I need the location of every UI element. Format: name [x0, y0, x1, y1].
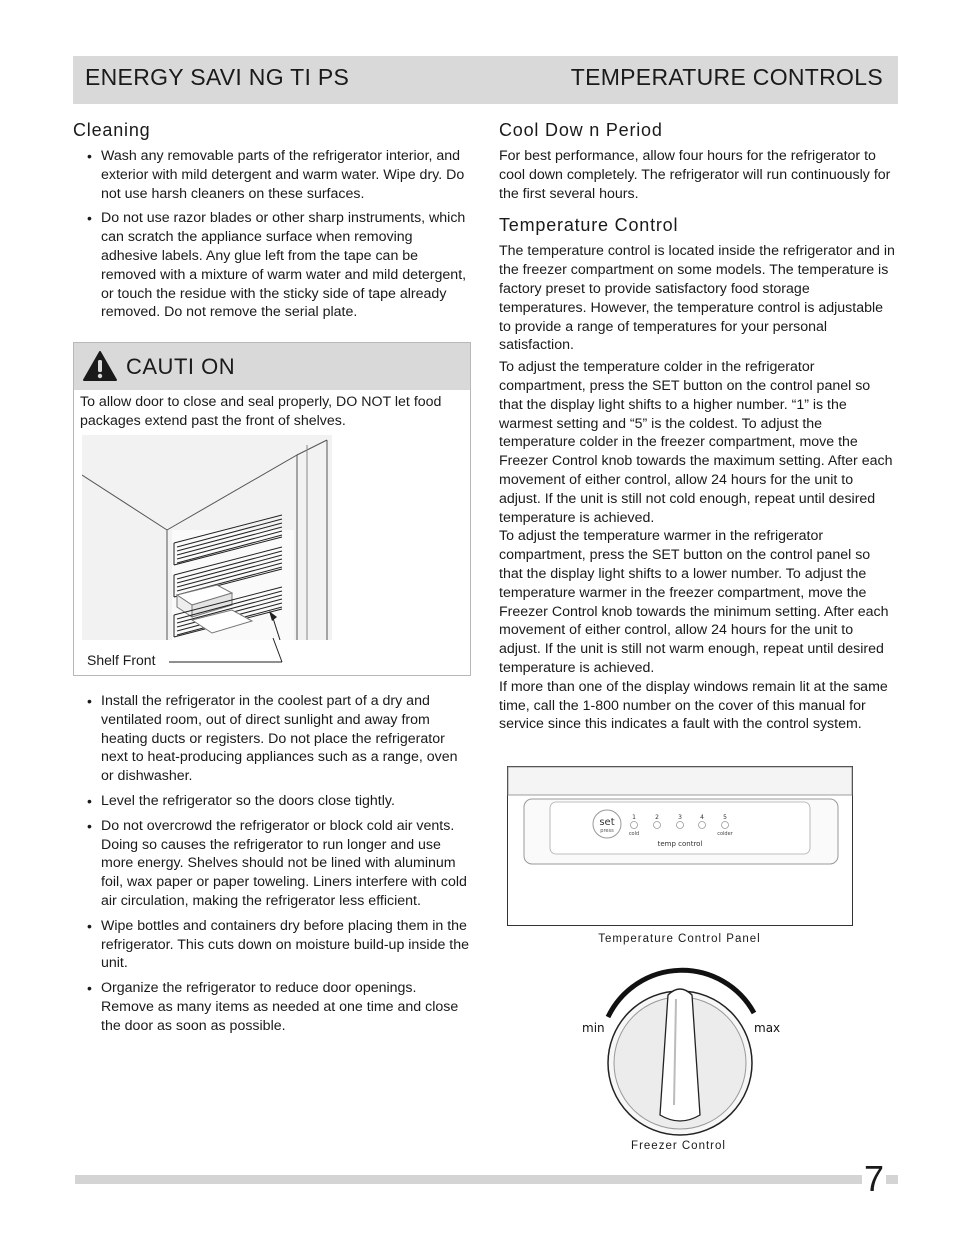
cleaning-section: [73, 120, 471, 328]
temperature-control-heading: Temperature Control: [499, 215, 679, 236]
list-item: • Wash any removable parts of the refrigerator interior, and exterior with mild detergent and warm water. Wipe dry. Do not use harsh cleaners on these surfaces.: [87, 147, 471, 203]
caution-header: [74, 343, 470, 390]
list-item: • Do not use razor blades or other sharp instruments, which can scratch the appliance surface when removing adhesive labels. Any glue left from the tape can be removed with a mixture of warm water and mild detergent, or touch the residue with the sticky side of tape already removed. Do not remove the serial plate.: [87, 209, 471, 322]
cleaning-list: [73, 147, 471, 322]
footer-bar: [75, 1175, 898, 1184]
shelf-front-pointer: [164, 638, 284, 668]
temperature-control-panel-illustration: [507, 766, 853, 926]
shelf-front-label: Shelf Front: [87, 652, 156, 668]
temperature-paragraph: The temperature control is located inside the refrigerator and in the freezer compartment on some models. The temperature is factory preset to provide satisfactory food storage temperatures. However, the temperature control is adjustable to provide a range of temperatures for your personal satisfaction.: [499, 243, 895, 354]
caution-box: [73, 342, 471, 676]
header-left-title: ENERGY SAVI NG TI PS: [85, 64, 350, 90]
header-bar: [73, 56, 898, 104]
page-number: 7: [864, 1158, 885, 1199]
list-item: • Wipe bottles and containers dry before placing them in the refrigerator. This cuts down on moisture build-up inside the unit.: [87, 917, 471, 973]
set-button-label: set: [599, 817, 615, 828]
temperature-paragraph: To adjust the temperature colder in the refrigerator compartment, press the SET button on the control panel so that the display light shifts to a higher number. “1” is the warmest setting and “5” is the coldest. To adjust the temperature colder in the freezer compartment, move the Freezer Control knob towards the maximum setting. After each movement of either control, allow 24 hours for the unit to adjust. If the unit is still not cold enough, repeat until desired temperature is achieved.: [499, 359, 893, 526]
cleaning-heading: Cleaning: [73, 120, 151, 140]
list-item: • Install the refrigerator in the coolest part of a dry and ventilated room, out of direct sunlight and away from heating ducts or registers. Do not place the refrigerator next to heat-producing appliances such as a range, oven or dishwasher.: [87, 692, 471, 786]
temperature-section: [499, 120, 897, 734]
temperature-paragraph: To adjust the temperature warmer in the refrigerator compartment, press the SET button on the control panel so that the display light shifts to a lower number. To adjust the temperature warmer in the freezer compartment, move the Freezer Control knob towards the minimum setting. After each movement of either control, allow 24 hours for the unit to adjust. If the unit is still not warm enough, repeat until desired temperature is achieved.: [499, 528, 889, 676]
caution-text: To allow door to close and seal properly, DO NOT let food packages extend past the front of shelves.: [80, 394, 442, 429]
cool-down-text: For best performance, allow four hours for the refrigerator to cool down completely. The refrigerator will run continuously for the first several hours.: [499, 148, 891, 202]
shelf-illustration: [82, 435, 332, 640]
level-label: 4: [700, 814, 704, 821]
level-label: 3: [678, 814, 682, 821]
knob-min-label: min: [582, 1021, 605, 1035]
list-item: • Do not overcrowd the refrigerator or block cold air vents. Doing so causes the refrigerator to run longer and use more energy. Shelves should not be lined with aluminum foil, wax paper or paper toweling. Liners interfere with cold air circulation, making the refrigerator less efficient.: [87, 817, 471, 911]
list-item: • Organize the refrigerator to reduce door openings. Remove as many items as needed at one time and close the door as soon as possible.: [87, 979, 471, 1035]
temperature-paragraph: If more than one of the display windows remain lit at the same time, call the 1-800 number on the cover of this manual for service since this indicates a fault with the control system.: [499, 678, 888, 733]
energy-tips-list: [73, 692, 471, 1036]
panel-caption: Temperature Control Panel: [598, 933, 761, 945]
level-label: 2: [655, 814, 659, 821]
header-right-title: TEMPERATURE CONTROLS: [570, 64, 883, 90]
caution-title: CAUTI ON: [126, 354, 236, 379]
freezer-control-knob-illustration: [576, 965, 782, 1137]
cool-down-heading: Cool Dow n Period: [499, 120, 663, 140]
knob-caption: Freezer Control: [631, 1140, 726, 1152]
level-label: 1: [632, 814, 636, 821]
energy-tips-section: [73, 692, 471, 1042]
list-item: • Level the refrigerator so the doors close tightly.: [87, 792, 471, 811]
press-label: press: [600, 828, 614, 834]
knob-max-label: max: [754, 1021, 781, 1035]
warning-triangle-icon: [82, 350, 118, 382]
cold-label: cold: [628, 831, 640, 837]
temp-control-label: temp control: [657, 840, 703, 848]
colder-label: colder: [717, 831, 733, 837]
level-label: 5: [723, 814, 727, 821]
